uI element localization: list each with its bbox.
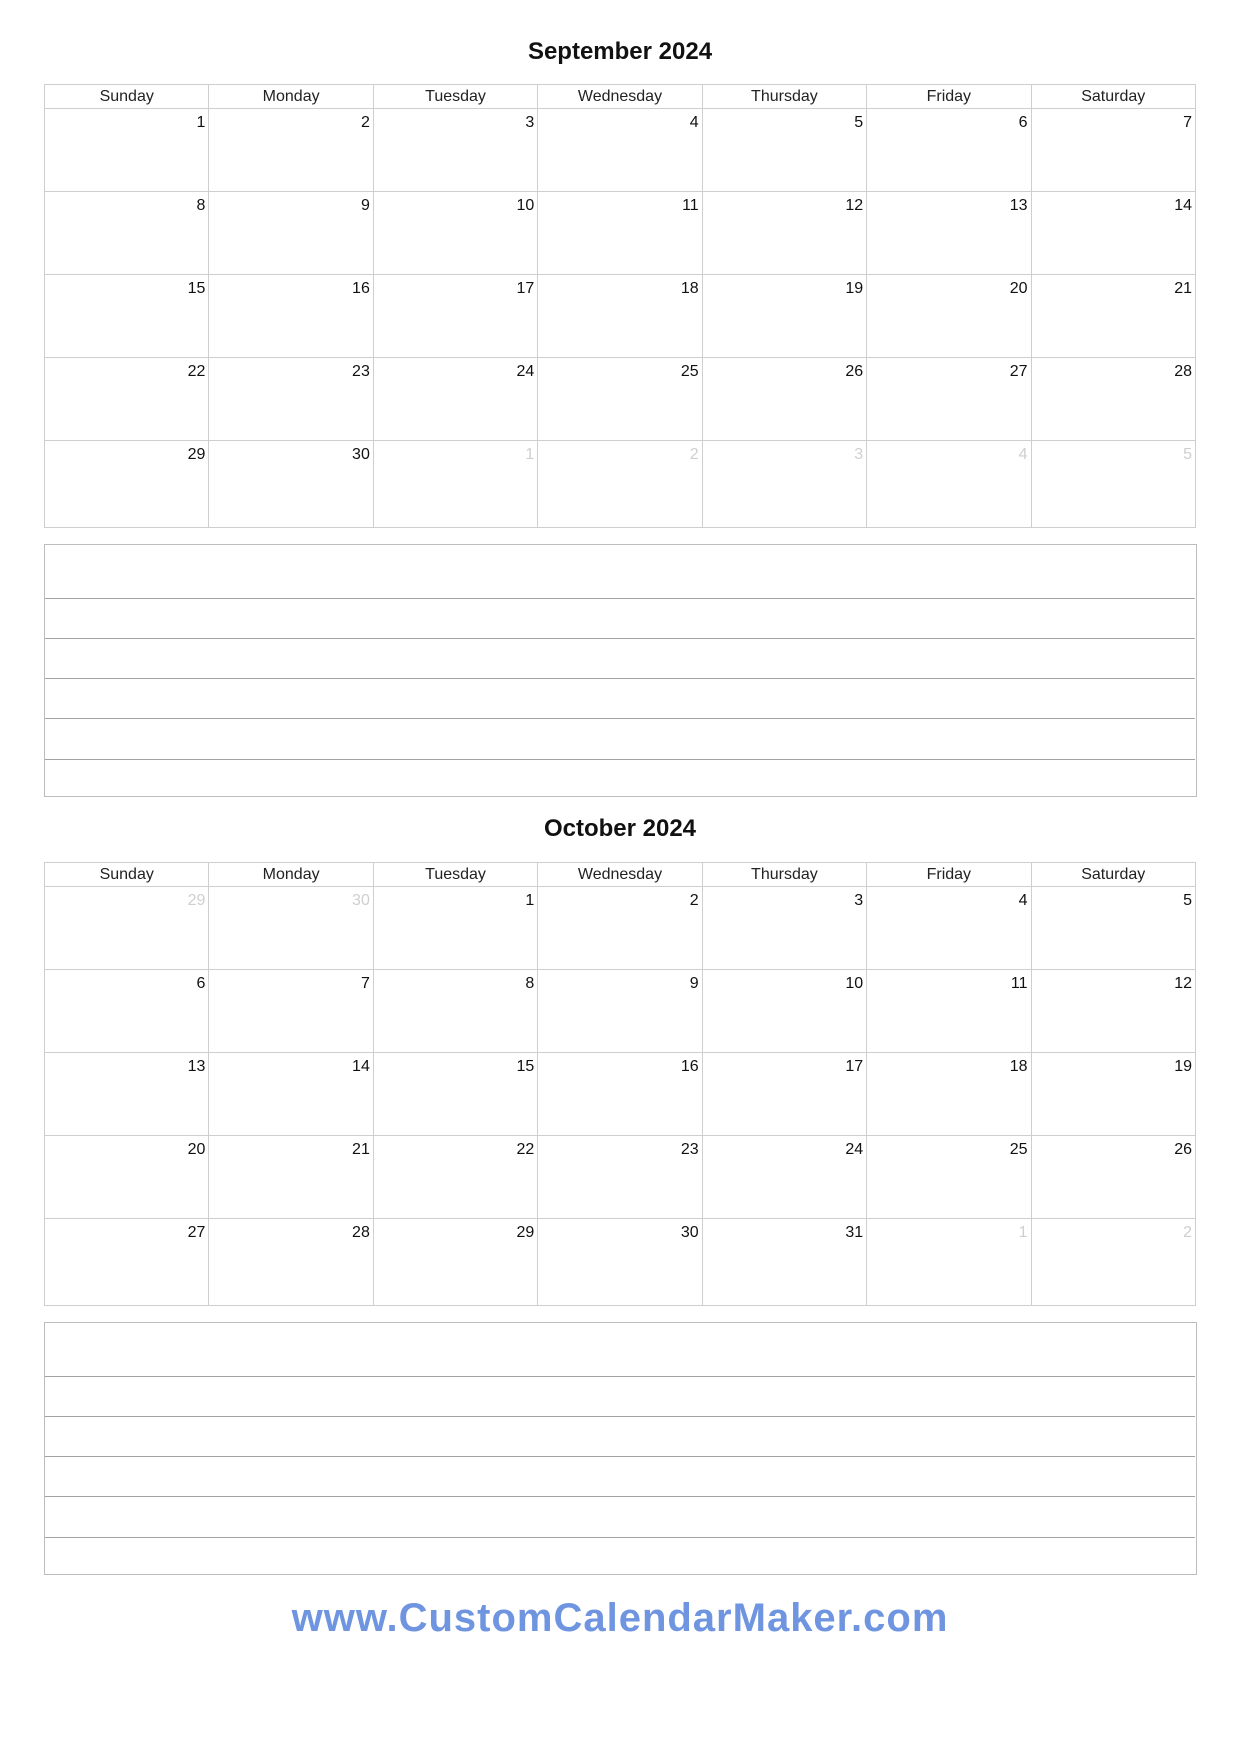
day-cell[interactable]: 13: [867, 192, 1031, 275]
day-cell[interactable]: 16: [538, 1053, 702, 1136]
day-cell[interactable]: 17: [702, 1053, 866, 1136]
weekday-header: Wednesday: [538, 85, 702, 109]
weekday-header: Sunday: [45, 863, 209, 887]
day-cell[interactable]: 18: [867, 1053, 1031, 1136]
day-cell[interactable]: 8: [373, 970, 537, 1053]
weekday-header-row: [45, 85, 1196, 109]
day-cell[interactable]: 16: [209, 275, 373, 358]
notes-line: [45, 638, 1195, 639]
notes-line: [45, 1376, 1195, 1377]
week-row: [45, 970, 1196, 1053]
weekday-header: Friday: [867, 863, 1031, 887]
day-cell-other-month[interactable]: 3: [702, 441, 866, 528]
weekday-header: Monday: [209, 863, 373, 887]
day-cell[interactable]: 20: [45, 1136, 209, 1219]
day-cell[interactable]: 25: [867, 1136, 1031, 1219]
day-cell[interactable]: 8: [45, 192, 209, 275]
day-cell[interactable]: 14: [1031, 192, 1195, 275]
week-row: [45, 358, 1196, 441]
day-cell[interactable]: 18: [538, 275, 702, 358]
day-cell[interactable]: 24: [702, 1136, 866, 1219]
day-cell[interactable]: 31: [702, 1219, 866, 1306]
day-cell[interactable]: 23: [538, 1136, 702, 1219]
day-cell-other-month[interactable]: 5: [1031, 441, 1195, 528]
notes-line: [45, 1456, 1195, 1457]
week-row: [45, 192, 1196, 275]
weekday-header: Saturday: [1031, 863, 1195, 887]
day-cell[interactable]: 7: [209, 970, 373, 1053]
day-cell-other-month[interactable]: 29: [45, 887, 209, 970]
day-cell[interactable]: 10: [702, 970, 866, 1053]
day-cell[interactable]: 3: [702, 887, 866, 970]
week-row: [45, 1219, 1196, 1306]
day-cell[interactable]: 24: [373, 358, 537, 441]
day-cell[interactable]: 2: [209, 109, 373, 192]
day-cell[interactable]: 30: [209, 441, 373, 528]
day-cell[interactable]: 15: [45, 275, 209, 358]
week-row: [45, 887, 1196, 970]
day-cell-other-month[interactable]: 2: [538, 441, 702, 528]
day-cell[interactable]: 19: [1031, 1053, 1195, 1136]
day-cell[interactable]: 26: [702, 358, 866, 441]
day-cell-other-month[interactable]: 4: [867, 441, 1031, 528]
day-cell[interactable]: 27: [45, 1219, 209, 1306]
day-cell[interactable]: 12: [1031, 970, 1195, 1053]
day-cell[interactable]: 2: [538, 887, 702, 970]
month-title-october: October 2024: [543, 815, 697, 842]
day-cell[interactable]: 14: [209, 1053, 373, 1136]
notes-line: [45, 1537, 1195, 1538]
day-cell[interactable]: 17: [373, 275, 537, 358]
day-cell[interactable]: 11: [867, 970, 1031, 1053]
notes-line: [45, 1496, 1195, 1497]
notes-line: [45, 1416, 1195, 1417]
notes-line: [45, 718, 1195, 719]
day-cell[interactable]: 23: [209, 358, 373, 441]
weekday-header-row: [45, 863, 1196, 887]
day-cell-other-month[interactable]: 30: [209, 887, 373, 970]
weekday-header: Sunday: [45, 85, 209, 109]
weekday-header: Monday: [209, 85, 373, 109]
month-title-september: September 2024: [527, 38, 713, 65]
week-row: [45, 1053, 1196, 1136]
weekday-header: Saturday: [1031, 85, 1195, 109]
day-cell[interactable]: 5: [1031, 887, 1195, 970]
calendar-grid-october: [44, 862, 1196, 1306]
day-cell[interactable]: 20: [867, 275, 1031, 358]
day-cell[interactable]: 27: [867, 358, 1031, 441]
notes-line: [45, 759, 1195, 760]
day-cell[interactable]: 22: [373, 1136, 537, 1219]
day-cell[interactable]: 25: [538, 358, 702, 441]
weekday-header: Wednesday: [538, 863, 702, 887]
day-cell[interactable]: 1: [373, 887, 537, 970]
day-cell[interactable]: 15: [373, 1053, 537, 1136]
day-cell[interactable]: 6: [45, 970, 209, 1053]
day-cell-other-month[interactable]: 1: [867, 1219, 1031, 1306]
day-cell[interactable]: 21: [209, 1136, 373, 1219]
day-cell-other-month[interactable]: 1: [373, 441, 537, 528]
calendar-grid-september: [44, 84, 1196, 528]
day-cell[interactable]: 30: [538, 1219, 702, 1306]
day-cell[interactable]: 1: [45, 109, 209, 192]
weekday-header: Tuesday: [373, 85, 537, 109]
day-cell[interactable]: 7: [1031, 109, 1195, 192]
day-cell[interactable]: 29: [373, 1219, 537, 1306]
week-row: [45, 275, 1196, 358]
notes-line: [45, 598, 1195, 599]
notes-box-september[interactable]: [44, 544, 1197, 797]
day-cell[interactable]: 4: [538, 109, 702, 192]
day-cell[interactable]: 9: [209, 192, 373, 275]
notes-box-october[interactable]: [44, 1322, 1197, 1575]
week-row: [45, 109, 1196, 192]
week-row: [45, 441, 1196, 528]
day-cell[interactable]: 9: [538, 970, 702, 1053]
website-watermark[interactable]: www.CustomCalendarMaker.com: [291, 1596, 949, 1640]
weekday-header: Thursday: [702, 863, 866, 887]
notes-line: [45, 678, 1195, 679]
weekday-header: Friday: [867, 85, 1031, 109]
day-cell[interactable]: 29: [45, 441, 209, 528]
day-cell[interactable]: 21: [1031, 275, 1195, 358]
day-cell[interactable]: 28: [209, 1219, 373, 1306]
day-cell[interactable]: 10: [373, 192, 537, 275]
day-cell[interactable]: 22: [45, 358, 209, 441]
weekday-header: Thursday: [702, 85, 866, 109]
day-cell[interactable]: 5: [702, 109, 866, 192]
day-cell[interactable]: 6: [867, 109, 1031, 192]
day-cell[interactable]: 3: [373, 109, 537, 192]
day-cell[interactable]: 11: [538, 192, 702, 275]
week-row: [45, 1136, 1196, 1219]
weekday-header: Tuesday: [373, 863, 537, 887]
day-cell-other-month[interactable]: 2: [1031, 1219, 1195, 1306]
day-cell[interactable]: 12: [702, 192, 866, 275]
day-cell[interactable]: 4: [867, 887, 1031, 970]
day-cell[interactable]: 13: [45, 1053, 209, 1136]
day-cell[interactable]: 28: [1031, 358, 1195, 441]
day-cell[interactable]: 19: [702, 275, 866, 358]
day-cell[interactable]: 26: [1031, 1136, 1195, 1219]
